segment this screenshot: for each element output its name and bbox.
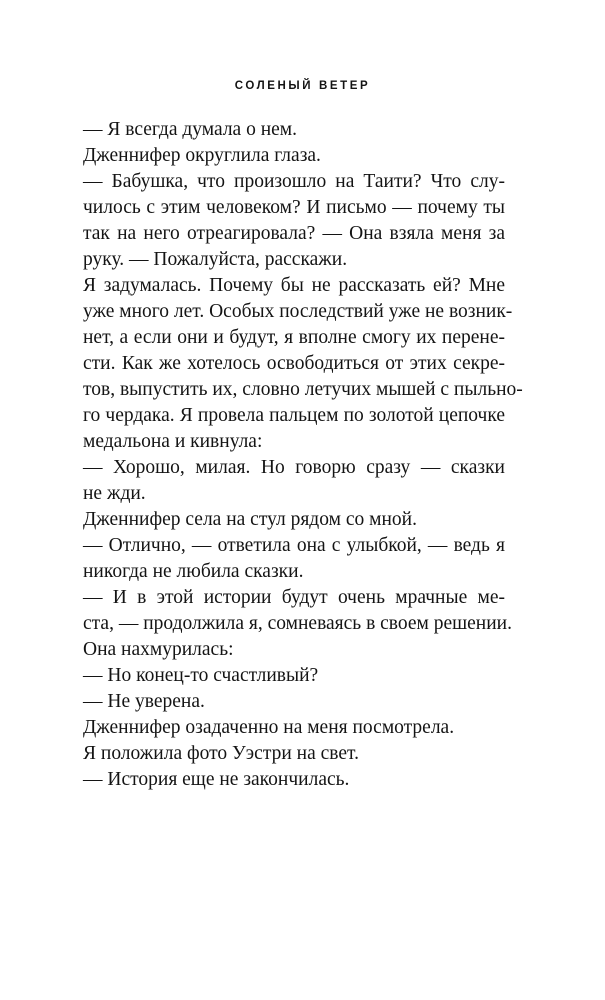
text-line: Дженнифер округлила глаза. xyxy=(83,145,321,166)
text-line: ста, — продолжила я, сомневаясь в своем решении. xyxy=(83,613,512,634)
text-line: Я положила фото Уэстри на свет. xyxy=(83,743,359,764)
text-line: нет, а если они и будут, я вполне смогу их перене- xyxy=(83,327,505,348)
running-header: СОЛЕНЫЙ ВЕТЕР xyxy=(234,80,371,92)
text-line: — Не уверена. xyxy=(83,691,205,712)
text-line: — Отлично, — ответила она с улыбкой, — ведь я xyxy=(83,535,505,556)
text-line: сти. Как же хотелось освободиться от этих секре- xyxy=(83,353,505,374)
text-line: Она нахмурилась: xyxy=(83,639,234,660)
text-line: — Хорошо, милая. Но говорю сразу — сказки xyxy=(83,457,505,478)
text-line: Дженнифер села на стул рядом со мной. xyxy=(83,509,417,530)
text-line: уже много лет. Особых последствий уже не возник- xyxy=(83,301,513,322)
text-line: — И в этой истории будут очень мрачные ме- xyxy=(83,587,505,608)
text-line: руку. — Пожалуйста, расскажи. xyxy=(83,249,348,270)
text-line: чилось с этим человеком? И письмо — почему ты xyxy=(83,197,505,218)
text-line: — Но конец-то счастливый? xyxy=(83,665,319,686)
body-text xyxy=(83,117,523,793)
text-line: — Я всегда думала о нем. xyxy=(83,119,298,140)
text-line: тов, выпустить их, словно летучих мышей с пыльно- xyxy=(83,379,523,400)
text-line: Дженнифер озадаченно на меня посмотрела. xyxy=(83,717,455,738)
text-line: — Бабушка, что произошло на Таити? Что слу- xyxy=(83,171,505,192)
text-line: так на него отреагировала? — Она взяла меня за xyxy=(83,223,505,244)
text-line: — История еще не закончилась. xyxy=(83,769,350,790)
text-line: Я задумалась. Почему бы не рассказать ей? Мне xyxy=(83,275,505,296)
text-line: не жди. xyxy=(83,483,146,504)
text-line: никогда не любила сказки. xyxy=(83,561,304,582)
text-line: медальона и кивнула: xyxy=(83,431,263,452)
text-line: го чердака. Я провела пальцем по золотой цепочке xyxy=(83,405,505,426)
